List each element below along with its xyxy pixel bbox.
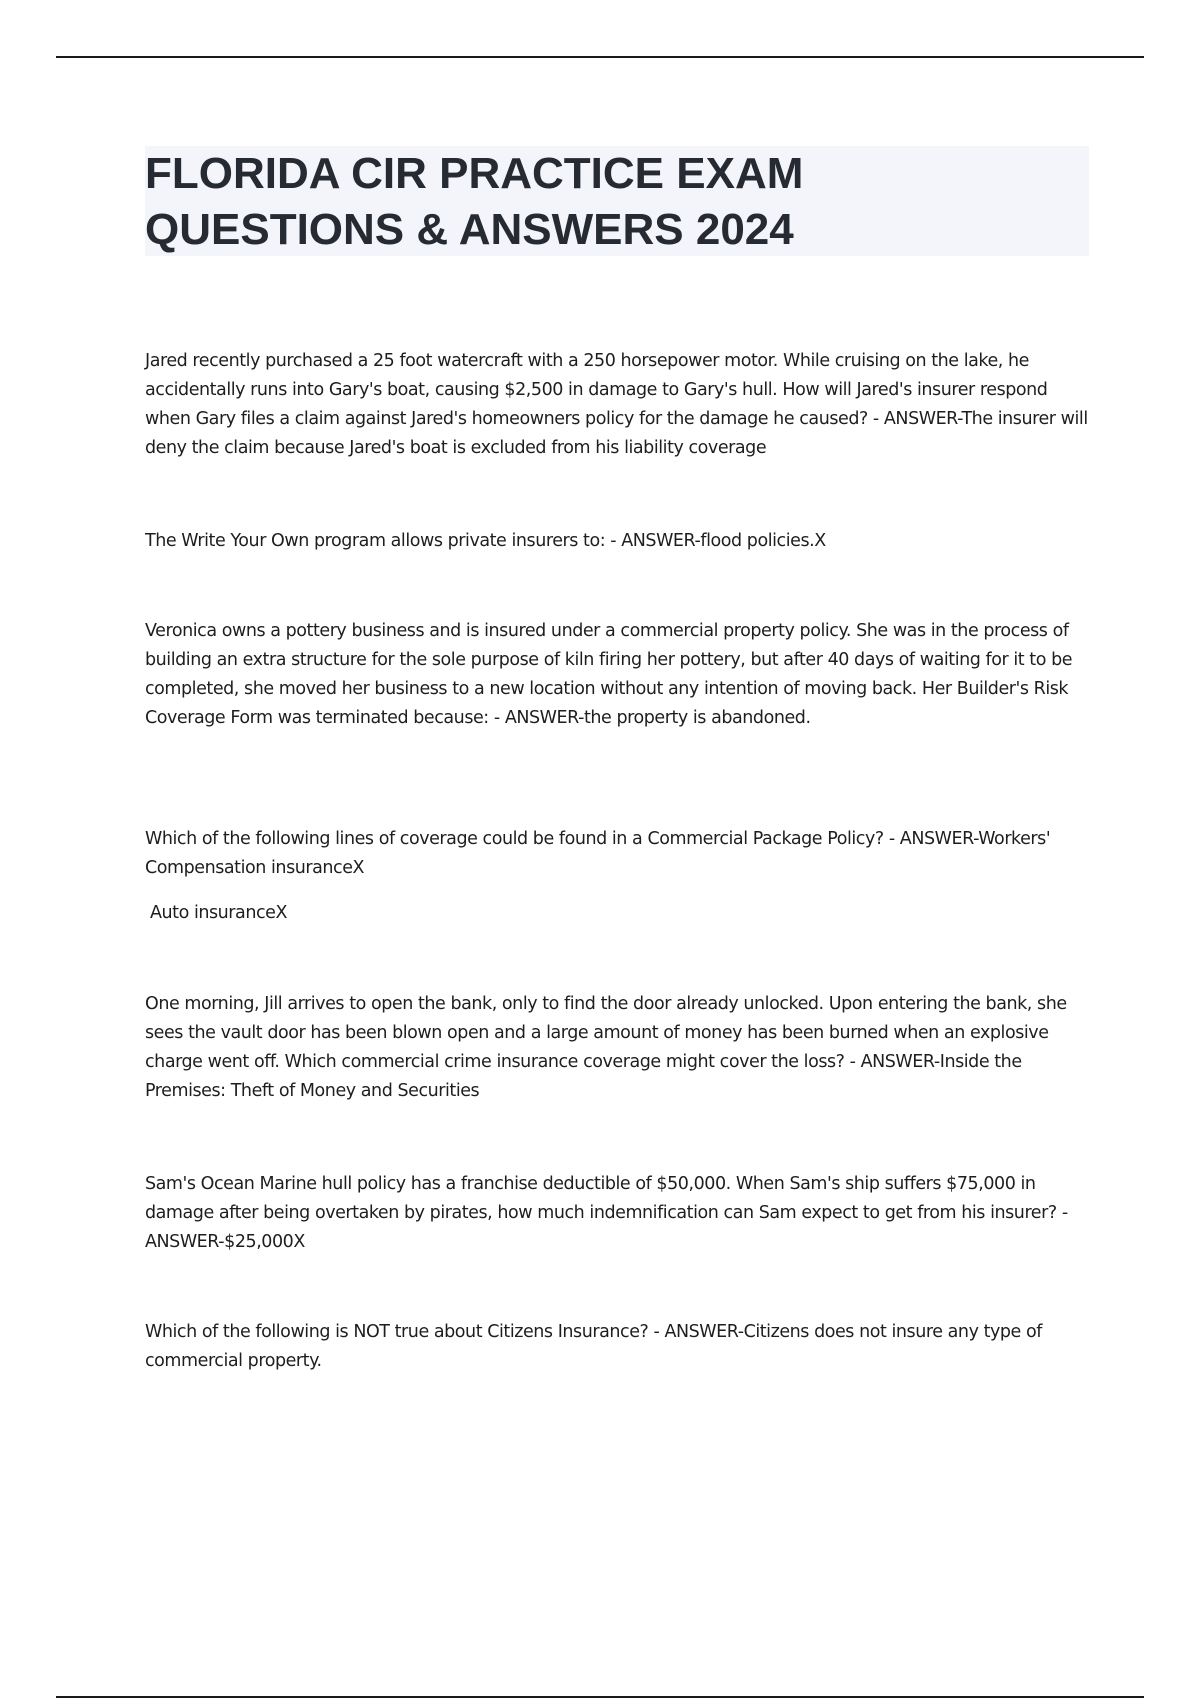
qa-item xyxy=(145,527,1090,556)
title-line-2: QUESTIONS & ANSWERS 2024 xyxy=(145,205,794,254)
qa-text: Jared recently purchased a 25 foot watercraft with a 250 horsepower motor. While cruising on the lake, he accidentally runs into Gary's boat, causing $2,500 in damage to Gary's hull. How will Jared's insurer respond when Gary files a claim against Jared's homeowners policy for the damage he caused? - ANSWER-The insurer will deny the claim because Jared's boat is excluded from his liability coverage xyxy=(145,351,1088,458)
qa-text: Sam's Ocean Marine hull policy has a franchise deductible of $50,000. When Sam's ship suffers $75,000 in damage after being overtaken by pirates, how much indemnification can Sam expect to get from his insurer? - ANSWER-$25,000X xyxy=(145,1174,1068,1252)
qa-text: Which of the following is NOT true about Citizens Insurance? - ANSWER-Citizens does not insure any type of commercial property. xyxy=(145,1322,1042,1371)
bottom-rule xyxy=(56,1696,1144,1698)
qa-item xyxy=(145,1318,1090,1376)
document-title xyxy=(145,146,1065,258)
qa-text: The Write Your Own program allows private insurers to: - ANSWER-flood policies.X xyxy=(145,531,826,551)
qa-item xyxy=(145,990,1090,1106)
qa-item xyxy=(145,617,1090,733)
qa-text: Which of the following lines of coverage could be found in a Commercial Package Policy? - ANSWER-Workers' Compensation insuranceX xyxy=(145,829,1051,878)
qa-item xyxy=(145,1170,1090,1257)
qa-item xyxy=(145,347,1090,463)
qa-item xyxy=(145,825,1090,928)
qa-text: Veronica owns a pottery business and is insured under a commercial property policy. She was in the process of building an extra structure for the sole purpose of kiln firing her pottery, but after 40 days of waiting for it to be completed, she moved her business to a new location without any intention of moving back. Her Builder's Risk Coverage Form was terminated because: - ANSWER-the property is abandoned. xyxy=(145,621,1073,728)
top-rule xyxy=(56,56,1144,58)
qa-text: One morning, Jill arrives to open the bank, only to find the door already unlocked. Upon entering the bank, she sees the vault door has been blown open and a large amount of money has been burned when an explosive charge went off. Which commercial crime insurance coverage might cover the loss? - ANSWER-Inside the Premises: Theft of Money and Securities xyxy=(145,994,1067,1101)
qa-extra-answer: Auto insuranceX xyxy=(150,903,287,923)
title-line-1: FLORIDA CIR PRACTICE EXAM xyxy=(145,149,804,198)
